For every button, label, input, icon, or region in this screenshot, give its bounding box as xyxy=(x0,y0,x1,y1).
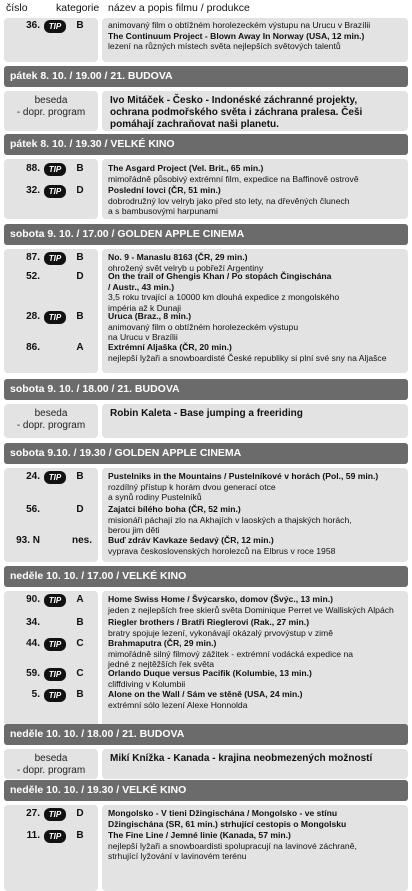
film-note: strhující lyžování v lavinovém terénu xyxy=(108,851,247,862)
film-number: 27. xyxy=(26,808,40,819)
section-body xyxy=(4,468,408,562)
film-title: Orlando Duque versus Pacifik (Kolumbie, 13 min.) xyxy=(108,668,312,678)
talk-description xyxy=(102,91,408,135)
film-category: nes. xyxy=(72,535,93,546)
tip-badge-icon: TIP xyxy=(44,20,66,33)
section-continued xyxy=(4,16,408,62)
film-number: 56. xyxy=(26,504,40,515)
film-title: Riegler brothers / Bratři Rieglerovi (Rak., 27 min.) xyxy=(108,617,310,627)
film-title: Buď zdráv Kavkaze šedavý (ČR, 12 min.) xyxy=(108,535,274,545)
discussion-label-line: beseda xyxy=(34,408,68,419)
discussion-label-line: - dopr. program xyxy=(16,765,86,776)
talk-title: Mikí Knížka - Kanada - krajina neobmezených možností xyxy=(110,753,373,764)
tip-badge-icon: TIP xyxy=(44,830,66,843)
talk-title: Robin Kaleta - Base jumping a freeriding xyxy=(110,408,303,419)
discussion-label-line: beseda xyxy=(34,753,68,764)
meta-column xyxy=(4,91,98,131)
film-note: lezení na různých místech světa nejlepších světových talentů xyxy=(108,41,341,52)
tip-badge-icon: TIP xyxy=(44,689,66,702)
section-header: sobota 9. 10. / 17.00 / GOLDEN APPLE CINEMA xyxy=(4,224,408,245)
section-fri-1900 xyxy=(4,66,408,131)
film-category: D xyxy=(76,504,84,515)
section-header: sobota 9.10. / 19.30 / GOLDEN APPLE CINEMA xyxy=(4,443,408,464)
film-description xyxy=(108,185,404,217)
film-category: D xyxy=(76,808,84,819)
film-number: 87. xyxy=(26,252,40,263)
section-body xyxy=(4,18,408,62)
film-description xyxy=(108,617,404,638)
section-header: pátek 8. 10. / 19.00 / 21. BUDOVA xyxy=(4,66,408,87)
section-header: sobota 9. 10. / 18.00 / 21. BUDOVA xyxy=(4,379,408,400)
section-sun-1700 xyxy=(4,566,408,733)
film-title: Džingischána (SR, 61 min.) strhující cestopis o Mongolsku xyxy=(108,818,347,829)
discussion-label xyxy=(4,91,98,119)
film-category: C xyxy=(76,668,84,679)
film-note: extrémní sólo lezení Alexe Honnolda xyxy=(108,699,248,710)
tip-badge-icon: TIP xyxy=(44,185,66,198)
film-category: B xyxy=(76,252,84,263)
film-number: 34. xyxy=(26,617,40,628)
discussion-label xyxy=(4,404,98,432)
film-note: jeden z nejlepších free skierů světa Dominique Perret ve Walliských Alpách xyxy=(108,604,394,615)
film-title: Uruca (Braz., 8 min.) xyxy=(108,311,192,321)
talk-title: ochrana podmořského světa i záchrana pralesa. Češi xyxy=(110,107,363,118)
film-note: dobrodružný lov velryb jako před sto lety, na dřevěných člunech xyxy=(108,195,350,206)
section-body xyxy=(4,404,408,438)
film-number: 32. xyxy=(26,185,40,196)
film-description xyxy=(108,504,404,536)
meta-column xyxy=(4,404,98,438)
film-number: 24. xyxy=(26,471,40,482)
film-category: B xyxy=(76,163,84,174)
film-note: a synů rodiny Pustelníků xyxy=(108,492,202,503)
tip-badge-icon: TIP xyxy=(44,471,66,484)
section-sun-1930 xyxy=(4,780,408,891)
talk-title: pomáhají zachraňovat naši planetu. xyxy=(110,119,279,130)
section-body xyxy=(4,749,408,779)
film-category: B xyxy=(76,617,84,628)
film-note: bratry spojuje lezení, vykonávají okázalý prvovýstup v zimě xyxy=(108,627,333,638)
section-sat-1800 xyxy=(4,379,408,438)
film-description xyxy=(108,830,404,862)
film-description xyxy=(108,271,404,313)
film-description xyxy=(108,342,404,363)
film-description xyxy=(108,163,404,184)
film-note: nejlepší lyžaři a snowboardisté České republiky si plní své sny na Aljašce xyxy=(108,352,387,363)
film-description xyxy=(108,252,404,273)
tip-badge-icon: TIP xyxy=(44,311,66,324)
section-body xyxy=(4,249,408,373)
description-column xyxy=(102,91,408,131)
film-title: Poslední lovci (ČR, 51 min.) xyxy=(108,185,221,195)
film-category: A xyxy=(76,342,84,353)
tip-badge-icon: TIP xyxy=(44,163,66,176)
film-description xyxy=(108,689,404,710)
section-body xyxy=(4,159,408,219)
section-body xyxy=(4,91,408,131)
section-header: neděle 10. 10. / 19.30 / VELKÉ KINO xyxy=(4,780,408,801)
tip-badge-icon: TIP xyxy=(44,808,66,821)
film-title: Extrémní Aljaška (ČR, 20 min.) xyxy=(108,342,232,352)
meta-column xyxy=(4,591,98,733)
section-body xyxy=(4,805,408,891)
film-description xyxy=(108,471,404,503)
film-title: Home Swiss Home / Švýcarsko, domov (Švýc., 13 min.) xyxy=(108,594,333,604)
film-note: jedné z nejtěžších řek světa xyxy=(108,659,215,670)
film-category: B xyxy=(76,689,84,700)
description-column xyxy=(102,749,408,779)
film-note: rozdílný přístup k horám dvou generací otce xyxy=(108,481,276,492)
film-number: 59. xyxy=(26,668,40,679)
section-header: pátek 8. 10. / 19.30 / VELKÉ KINO xyxy=(4,134,408,155)
film-description xyxy=(108,638,404,670)
description-column xyxy=(102,404,408,438)
film-description xyxy=(108,594,404,615)
film-description xyxy=(108,668,404,689)
film-category: D xyxy=(76,271,84,282)
film-title: Alone on the Wall / Sám ve stěně (USA, 24 min.) xyxy=(108,689,303,699)
film-category: C xyxy=(76,638,84,649)
film-number: 11. xyxy=(26,830,40,841)
film-note: 3,5 roku trvající a 10000 km dlouhá expedice z mongolského xyxy=(108,292,340,303)
section-header: neděle 10. 10. / 18.00 / 21. BUDOVA xyxy=(4,724,408,745)
film-note: misionáři páchají zlo na Akhajích v laoských a thajských horách, xyxy=(108,514,352,525)
film-number: 28. xyxy=(26,311,40,322)
film-number: 90. xyxy=(26,594,40,605)
discussion-label-line: beseda xyxy=(34,95,68,106)
section-sat-1700 xyxy=(4,224,408,373)
film-note: animovaný film o obtížném horolezeckém výstupu xyxy=(108,321,299,332)
discussion-label-line: - dopr. program xyxy=(16,107,86,118)
film-title: No. 9 - Manaslu 8163 (ČR, 29 min.) xyxy=(108,252,248,262)
film-note: vyprava československých horolezců na Elbrus v roce 1958 xyxy=(108,545,336,556)
section-header: neděle 10. 10. / 17.00 / VELKÉ KINO xyxy=(4,566,408,587)
film-note: na Urucu v Brazílii xyxy=(108,332,178,343)
section-sun-1800 xyxy=(4,724,408,779)
film-category: B xyxy=(76,830,84,841)
film-title: Pustelniks in the Mountains / Pustelníkové v horách (Pol., 59 min.) xyxy=(108,471,379,481)
column-number: číslo xyxy=(6,2,28,14)
film-title: Mongolsko - V tieni Džingischána / Mongolsko - ve stínu xyxy=(108,808,338,818)
film-description xyxy=(108,20,404,52)
discussion-label-line: - dopr. program xyxy=(16,420,86,431)
film-note: animovaný film o obtížném horolezeckém výstupu na Urucu v Brazílii xyxy=(108,20,371,30)
column-title: název a popis filmu / produkce xyxy=(108,2,250,14)
film-title: The Asgard Project (Vel. Brit., 65 min.) xyxy=(108,163,264,173)
film-note: ohrožený svět velryb u pobřeží Argentiny xyxy=(108,262,264,273)
tip-badge-icon: TIP xyxy=(44,638,66,651)
film-note: mimořádně působivý extrémní film, expedice na Baffinově ostrově xyxy=(108,173,359,184)
film-number: 36. xyxy=(26,20,40,31)
film-number: 52. xyxy=(26,271,40,282)
film-title: Brahmaputra (ČR, 29 min.) xyxy=(108,638,217,648)
talk-description xyxy=(102,749,408,769)
film-category: A xyxy=(76,594,84,605)
film-title: The Fine Line / Jemné linie (Kanada, 57 min.) xyxy=(108,830,291,840)
tip-badge-icon: TIP xyxy=(44,594,66,607)
film-description xyxy=(108,311,404,343)
meta-column xyxy=(4,749,98,779)
film-number: 88. xyxy=(26,163,40,174)
film-note: berou jim děti xyxy=(108,525,160,536)
film-note: impéria až k Dunaji xyxy=(108,302,182,313)
film-category: D xyxy=(76,185,84,196)
section-body xyxy=(4,591,408,733)
film-note: cliffdiving v Kolumbii xyxy=(108,678,186,689)
film-title: On the trail of Ghengis Khan / Po stopách Čingischána xyxy=(108,271,332,281)
film-description xyxy=(108,535,404,556)
film-number: 86. xyxy=(26,342,40,353)
film-number: 93. N xyxy=(16,535,40,546)
film-title: The Continuum Project - Blown Away In Norway (USA, 12 min.) xyxy=(108,30,365,41)
section-sat-1930 xyxy=(4,443,408,562)
film-number: 5. xyxy=(31,689,40,700)
section-fri-1930 xyxy=(4,134,408,219)
column-category: kategorie xyxy=(56,2,100,14)
discussion-label xyxy=(4,749,98,777)
film-title: Zajatci bílého boha (ČR, 52 min.) xyxy=(108,504,241,514)
film-description xyxy=(108,808,404,829)
film-note: a s bambusovými harpunami xyxy=(108,206,218,217)
tip-badge-icon: TIP xyxy=(44,252,66,265)
film-category: B xyxy=(76,20,84,31)
film-note: nejlepší lyžaři a snowboardisti spolupracují na lavinové záchraně, xyxy=(108,840,357,851)
film-category: B xyxy=(76,471,84,482)
film-title: / Austr., 43 min.) xyxy=(108,281,175,292)
talk-description xyxy=(102,404,408,424)
film-number: 44. xyxy=(26,638,40,649)
film-category: B xyxy=(76,311,84,322)
tip-badge-icon: TIP xyxy=(44,668,66,681)
talk-title: Ivo Mitáček - Česko - Indonéské záchranné projekty, xyxy=(110,95,358,106)
film-note: mimořádně silný filmový zážitek - extrémní vodácká expedice na xyxy=(108,648,354,659)
